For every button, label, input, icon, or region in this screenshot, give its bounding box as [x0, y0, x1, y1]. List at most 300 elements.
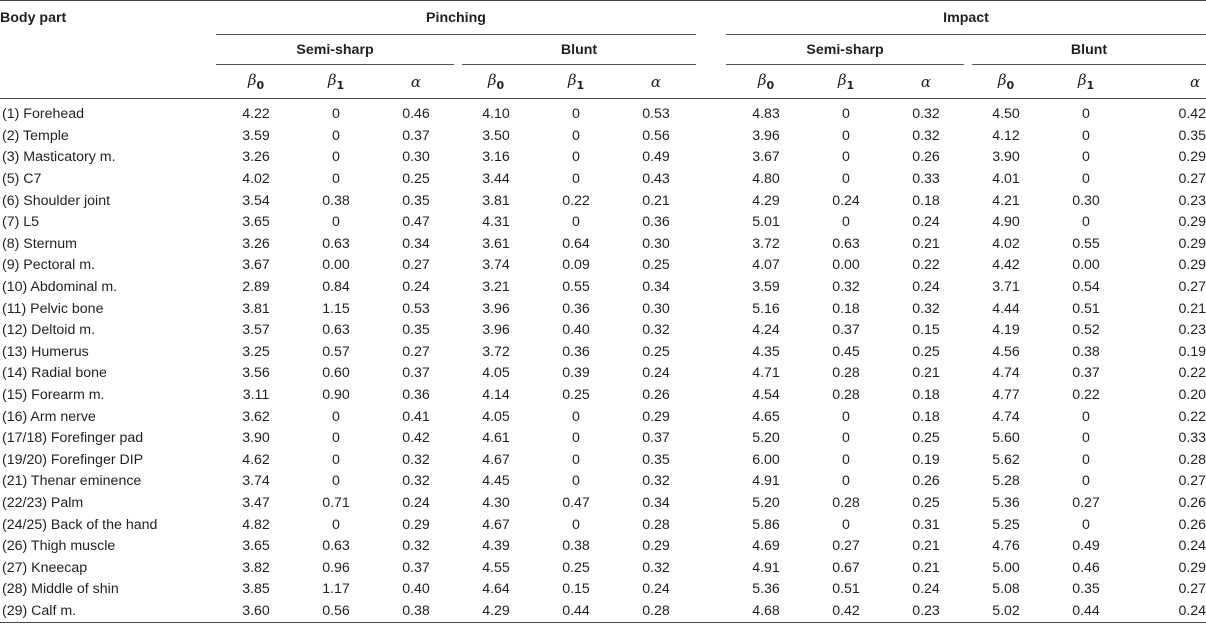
beta0-cell: 3.56 [242, 365, 270, 382]
beta1-header: $\beta_1$ [327, 71, 345, 92]
beta0-cell: 4.54 [752, 387, 780, 404]
alpha-cell: 0.23 [886, 600, 966, 622]
beta1-cell: 0.38 [1072, 343, 1100, 360]
beta0-cell: 4.14 [482, 387, 510, 404]
beta0-cell: 5.28 [992, 473, 1020, 490]
subgroup-pinching-semisharp: Semi-sharp [216, 36, 454, 65]
alpha-cell: 0.27 [1178, 171, 1206, 188]
alpha-cell: 0.25 [912, 343, 940, 360]
subgroup-header [456, 35, 696, 66]
beta1-cell: 0 [842, 149, 850, 166]
alpha-cell: 0.29 [1178, 235, 1206, 252]
alpha-cell: 0.21 [912, 365, 940, 382]
alpha-cell: 0.32 [402, 538, 430, 555]
alpha-cell: 0.27 [402, 257, 430, 274]
body-part-cell: (14) Radial bone [2, 365, 107, 382]
beta0-cell: 3.62 [242, 408, 270, 425]
alpha-cell: 0.37 [402, 559, 430, 576]
group-header-impact: Impact [726, 1, 1206, 35]
table-row [0, 276, 1206, 298]
beta1-header: $\beta_1$ [837, 71, 855, 92]
beta1-cell: 0.49 [1072, 538, 1100, 555]
subgroup-header [216, 35, 456, 66]
beta1-cell: 0 [572, 214, 580, 231]
subgroup-impact-blunt: Blunt [972, 36, 1206, 65]
alpha-cell: 0.30 [402, 149, 430, 166]
alpha-cell: 0.20 [1178, 387, 1206, 404]
beta0-cell: 4.19 [992, 322, 1020, 339]
alpha-cell: 0.32 [642, 559, 670, 576]
group-gap [696, 579, 726, 601]
beta1-cell: 0 [1082, 171, 1090, 188]
beta0-cell: 4.21 [992, 192, 1020, 209]
beta0-cell: 5.08 [992, 581, 1020, 598]
subgroup-header [966, 35, 1206, 66]
group-gap [696, 492, 726, 514]
beta1-cell: 0.60 [322, 365, 350, 382]
group-gap [696, 384, 726, 406]
subgroup-pinching-blunt: Blunt [462, 36, 696, 65]
beta1-cell: 0.55 [1072, 235, 1100, 252]
beta1-cell: 0.15 [562, 581, 590, 598]
beta1-cell: 0.44 [1046, 600, 1126, 622]
table-row [0, 147, 1206, 169]
beta0-cell: 5.01 [752, 214, 780, 231]
alpha-cell: 0.21 [912, 235, 940, 252]
alpha-cell: 0.18 [912, 408, 940, 425]
alpha-cell: 0.28 [616, 600, 696, 622]
alpha-cell: 0.31 [912, 516, 940, 533]
beta1-cell: 0 [332, 516, 340, 533]
alpha-cell: 0.29 [642, 538, 670, 555]
alpha-cell: 0.32 [912, 127, 940, 144]
body-part-cell: (12) Deltoid m. [2, 322, 96, 339]
beta1-cell: 0.64 [562, 235, 590, 252]
beta0-header: $\beta_0$ [247, 71, 265, 92]
body-part-cell: (27) Kneecap [2, 559, 88, 576]
beta1-cell: 0.36 [562, 343, 590, 360]
beta0-cell: 3.96 [482, 300, 510, 317]
alpha-cell: 0.34 [642, 279, 670, 296]
alpha-header: α [650, 72, 662, 91]
alpha-cell: 0.34 [402, 235, 430, 252]
group-gap [696, 147, 726, 169]
body-part-cell: (9) Pectoral m. [2, 257, 96, 274]
beta0-cell: 4.35 [752, 343, 780, 360]
beta1-cell: 0 [842, 473, 850, 490]
alpha-cell: 0.35 [402, 322, 430, 339]
beta1-cell: 0 [332, 149, 340, 166]
table-row [0, 514, 1206, 536]
beta1-cell: 0 [1082, 516, 1090, 533]
beta0-cell: 4.05 [482, 365, 510, 382]
table-row [0, 384, 1206, 406]
alpha-cell: 0.33 [1178, 430, 1206, 447]
beta1-cell: 0.63 [322, 235, 350, 252]
beta1-cell: 0.38 [322, 192, 350, 209]
beta1-cell: 0 [572, 408, 580, 425]
beta0-cell: 4.45 [482, 473, 510, 490]
group-gap [696, 471, 726, 493]
alpha-cell: 0.19 [1178, 343, 1206, 360]
alpha-cell: 0.37 [402, 365, 430, 382]
alpha-cell: 0.29 [1178, 559, 1206, 576]
table-row [0, 319, 1206, 341]
beta0-cell: 5.02 [966, 600, 1046, 622]
alpha-cell: 0.24 [642, 365, 670, 382]
beta0-cell: 3.72 [752, 235, 780, 252]
beta1-cell: 0.63 [322, 538, 350, 555]
header-row-groups [0, 1, 1206, 35]
alpha-cell: 0.37 [642, 430, 670, 447]
group-gap [696, 406, 726, 428]
beta1-cell: 0 [332, 408, 340, 425]
beta1-cell: 0.00 [1072, 257, 1100, 274]
beta1-cell: 0.30 [1072, 192, 1100, 209]
beta0-cell: 4.76 [992, 538, 1020, 555]
beta0-header: $\beta_0$ [757, 71, 775, 92]
beta1-cell: 0.40 [562, 322, 590, 339]
beta0-cell: 4.10 [482, 106, 510, 123]
body-part-cell: (11) Pelvic bone [2, 300, 104, 317]
beta0-cell: 5.36 [992, 494, 1020, 511]
beta0-cell: 4.24 [752, 322, 780, 339]
beta1-cell: 0.37 [832, 322, 860, 339]
beta1-cell: 0 [1082, 430, 1090, 447]
beta1-cell: 0 [572, 127, 580, 144]
alpha-cell: 0.19 [912, 451, 940, 468]
beta0-cell: 5.16 [752, 300, 780, 317]
beta0-cell: 3.72 [482, 343, 510, 360]
beta0-cell: 3.67 [752, 149, 780, 166]
alpha-cell: 0.27 [1178, 581, 1206, 598]
alpha-cell: 0.29 [1178, 149, 1206, 166]
alpha-cell: 0.28 [1178, 451, 1206, 468]
beta0-cell: 4.01 [992, 171, 1020, 188]
body-part-cell: (21) Thenar eminence [2, 473, 142, 490]
alpha-cell: 0.22 [912, 257, 940, 274]
beta0-cell: 4.02 [242, 171, 270, 188]
group-gap [696, 449, 726, 471]
beta0-cell: 4.69 [752, 538, 780, 555]
alpha-cell: 0.49 [642, 149, 670, 166]
beta1-cell: 0.90 [322, 387, 350, 404]
alpha-cell: 0.24 [912, 214, 940, 231]
alpha-cell: 0.30 [642, 300, 670, 317]
alpha-cell: 0.32 [642, 473, 670, 490]
alpha-cell: 0.26 [912, 473, 940, 490]
alpha-cell: 0.24 [402, 494, 430, 511]
group-gap [696, 168, 726, 190]
alpha-cell: 0.32 [912, 106, 940, 123]
group-gap [696, 233, 726, 255]
alpha-cell: 0.22 [1178, 365, 1206, 382]
table-body [0, 104, 1206, 623]
beta1-cell: 0 [572, 430, 580, 447]
body-part-cell: (1) Forehead [2, 106, 85, 123]
beta0-cell: 3.26 [242, 235, 270, 252]
body-part-cell: (29) Calf m. [0, 600, 216, 622]
table-row [0, 255, 1206, 277]
body-part-cell: (24/25) Back of the hand [2, 516, 158, 533]
beta0-cell: 5.20 [752, 494, 780, 511]
beta1-cell: 0 [332, 214, 340, 231]
beta1-cell: 0 [1082, 106, 1090, 123]
beta1-cell: 0 [1082, 451, 1090, 468]
beta1-cell: 0 [842, 430, 850, 447]
beta1-cell: 0 [842, 451, 850, 468]
beta0-cell: 3.67 [242, 257, 270, 274]
beta1-cell: 0.28 [832, 387, 860, 404]
beta0-cell: 5.62 [992, 451, 1020, 468]
beta0-cell: 3.61 [482, 235, 510, 252]
alpha-cell: 0.26 [1178, 494, 1206, 511]
alpha-cell: 0.25 [402, 171, 430, 188]
beta1-cell: 0.28 [832, 494, 860, 511]
beta0-cell: 4.44 [992, 300, 1020, 317]
beta1-cell: 0.56 [296, 600, 376, 622]
beta0-cell: 3.65 [242, 538, 270, 555]
beta1-cell: 0.44 [536, 600, 616, 622]
group-gap [696, 35, 726, 66]
alpha-cell: 0.15 [912, 322, 940, 339]
alpha-cell: 0.30 [642, 235, 670, 252]
beta0-cell: 4.67 [482, 516, 510, 533]
beta0-cell: 3.71 [992, 279, 1020, 296]
beta1-cell: 0 [1082, 408, 1090, 425]
beta0-cell: 4.07 [752, 257, 780, 274]
beta1-cell: 0.38 [562, 538, 590, 555]
beta1-cell: 0.27 [1072, 494, 1100, 511]
alpha-cell: 0.29 [1178, 214, 1206, 231]
alpha-cell: 0.42 [402, 430, 430, 447]
group-gap [696, 341, 726, 363]
body-part-cell: (19/20) Forefinger DIP [2, 451, 144, 468]
body-part-cell: (26) Thigh muscle [2, 538, 116, 555]
alpha-cell: 0.38 [376, 600, 456, 622]
table-row [0, 449, 1206, 471]
beta1-cell: 1.15 [322, 300, 350, 317]
alpha-cell: 0.35 [642, 451, 670, 468]
alpha-cell: 0.32 [402, 473, 430, 490]
beta0-cell: 4.42 [992, 257, 1020, 274]
group-gap [696, 319, 726, 341]
beta0-cell: 5.60 [992, 430, 1020, 447]
beta1-cell: 0 [842, 516, 850, 533]
beta1-cell: 0 [1082, 149, 1090, 166]
beta1-cell: 0.54 [1072, 279, 1100, 296]
beta1-cell: 0 [332, 451, 340, 468]
table-row [0, 579, 1206, 601]
beta1-cell: 0.09 [562, 257, 590, 274]
alpha-cell: 0.53 [402, 300, 430, 317]
beta1-cell: 0.25 [562, 559, 590, 576]
beta1-cell: 0 [572, 171, 580, 188]
beta0-cell: 3.59 [752, 279, 780, 296]
alpha-cell: 0.26 [642, 387, 670, 404]
beta1-cell: 0 [332, 106, 340, 123]
beta0-cell: 3.54 [242, 192, 270, 209]
beta1-cell: 0.00 [322, 257, 350, 274]
table-row [0, 427, 1206, 449]
beta1-cell: 0.52 [1072, 322, 1100, 339]
alpha-header: α [1189, 72, 1201, 91]
body-part-cell: (13) Humerus [2, 343, 89, 360]
alpha-cell: 0.35 [1178, 127, 1206, 144]
beta1-cell: 0.36 [562, 300, 590, 317]
alpha-cell: 0.23 [1178, 192, 1206, 209]
alpha-cell: 0.25 [912, 430, 940, 447]
group-gap [696, 600, 726, 622]
beta1-cell: 0.28 [832, 365, 860, 382]
beta1-cell: 1.17 [322, 581, 350, 598]
beta0-cell: 4.61 [482, 430, 510, 447]
alpha-cell: 0.24 [912, 581, 940, 598]
beta1-cell: 0 [842, 171, 850, 188]
group-gap [696, 535, 726, 557]
beta0-cell: 3.11 [242, 387, 270, 404]
alpha-cell: 0.28 [642, 516, 670, 533]
beta1-header: $\beta_1$ [1077, 71, 1095, 92]
beta1-cell: 0.57 [322, 343, 350, 360]
alpha-cell: 0.18 [912, 192, 940, 209]
beta0-cell: 6.00 [752, 451, 780, 468]
beta0-cell: 3.26 [242, 149, 270, 166]
beta1-cell: 0.24 [832, 192, 860, 209]
beta0-cell: 4.30 [482, 494, 510, 511]
alpha-cell: 0.32 [642, 322, 670, 339]
beta1-cell: 0 [842, 408, 850, 425]
beta0-cell: 3.74 [482, 257, 510, 274]
beta0-cell: 4.31 [482, 214, 510, 231]
table-row [0, 600, 1206, 622]
beta0-cell: 3.90 [992, 149, 1020, 166]
alpha-cell: 0.26 [1178, 516, 1206, 533]
table-row [0, 190, 1206, 212]
beta1-cell: 0.84 [322, 279, 350, 296]
beta0-cell: 5.00 [992, 559, 1020, 576]
beta0-cell: 3.82 [242, 559, 270, 576]
body-part-cell: (10) Abdominal m. [2, 279, 118, 296]
alpha-cell: 0.21 [912, 538, 940, 555]
beta1-cell: 0.22 [562, 192, 590, 209]
beta0-cell: 3.47 [242, 494, 270, 511]
alpha-cell: 0.25 [912, 494, 940, 511]
body-part-cell: (8) Sternum [2, 235, 77, 252]
beta1-cell: 0 [572, 149, 580, 166]
table-row [0, 471, 1206, 493]
beta1-cell: 0.63 [322, 322, 350, 339]
beta0-cell: 5.86 [752, 516, 780, 533]
body-part-cell: (28) Middle of shin [2, 581, 119, 598]
group-gap [696, 363, 726, 385]
beta0-cell: 4.80 [752, 171, 780, 188]
beta1-cell: 0.18 [832, 300, 860, 317]
beta1-cell: 0 [842, 127, 850, 144]
beta0-cell: 4.05 [482, 408, 510, 425]
alpha-cell: 0.53 [642, 106, 670, 123]
alpha-cell: 0.56 [642, 127, 670, 144]
table-row [0, 298, 1206, 320]
group-gap [696, 276, 726, 298]
beta1-cell: 0.45 [832, 343, 860, 360]
beta0-cell: 3.59 [242, 127, 270, 144]
beta1-cell: 0.96 [322, 559, 350, 576]
group-gap [696, 125, 726, 147]
beta0-cell: 2.89 [242, 279, 270, 296]
beta0-cell: 3.74 [242, 473, 270, 490]
beta0-cell: 5.36 [752, 581, 780, 598]
beta0-cell: 3.16 [482, 149, 510, 166]
beta0-cell: 4.56 [992, 343, 1020, 360]
alpha-cell: 0.29 [402, 516, 430, 533]
beta0-header: $\beta_0$ [997, 71, 1015, 92]
beta1-cell: 0.51 [832, 581, 860, 598]
beta1-cell: 0.55 [562, 279, 590, 296]
beta1-cell: 0.22 [1072, 387, 1100, 404]
table-row [0, 125, 1206, 147]
alpha-cell: 0.21 [912, 559, 940, 576]
alpha-cell: 0.42 [1178, 106, 1206, 123]
beta0-cell: 3.25 [242, 343, 270, 360]
alpha-cell: 0.24 [642, 581, 670, 598]
beta1-cell: 0.71 [322, 494, 350, 511]
table-row [0, 557, 1206, 579]
beta0-cell: 5.25 [992, 516, 1020, 533]
alpha-cell: 0.32 [402, 451, 430, 468]
beta1-cell: 0.63 [832, 235, 860, 252]
alpha-cell: 0.24 [402, 279, 430, 296]
beta1-cell: 0 [1082, 214, 1090, 231]
beta1-cell: 0 [842, 106, 850, 123]
group-gap [696, 104, 726, 126]
beta1-cell: 0.25 [562, 387, 590, 404]
table-row [0, 104, 1206, 126]
beta1-cell: 0 [332, 430, 340, 447]
alpha-cell: 0.35 [402, 192, 430, 209]
body-part-cell: (15) Forearm m. [2, 387, 105, 404]
beta1-cell: 0.47 [562, 494, 590, 511]
subgroup-header [726, 35, 966, 66]
beta0-cell: 3.90 [242, 430, 270, 447]
beta0-cell: 4.90 [992, 214, 1020, 231]
beta1-cell: 0 [572, 106, 580, 123]
beta0-cell: 4.64 [482, 581, 510, 598]
beta0-cell: 4.74 [992, 365, 1020, 382]
beta1-cell: 0 [332, 473, 340, 490]
beta1-cell: 0 [332, 171, 340, 188]
alpha-cell: 0.36 [402, 387, 430, 404]
group-gap [696, 298, 726, 320]
body-part-cell: (2) Temple [2, 127, 69, 144]
beta0-cell: 4.39 [482, 538, 510, 555]
beta1-cell: 0.32 [832, 279, 860, 296]
beta0-cell: 4.68 [726, 600, 806, 622]
beta1-cell: 0 [572, 473, 580, 490]
table-row [0, 492, 1206, 514]
beta0-cell: 4.22 [242, 106, 270, 123]
alpha-header: α [920, 72, 932, 91]
beta0-cell: 4.65 [752, 408, 780, 425]
alpha-cell: 0.29 [642, 408, 670, 425]
body-part-cell: (22/23) Palm [2, 494, 84, 511]
beta0-cell: 3.96 [752, 127, 780, 144]
table-row [0, 168, 1206, 190]
beta0-cell: 4.02 [992, 235, 1020, 252]
alpha-cell: 0.24 [1178, 538, 1206, 555]
beta1-cell: 0.39 [562, 365, 590, 382]
beta0-cell: 4.74 [992, 408, 1020, 425]
